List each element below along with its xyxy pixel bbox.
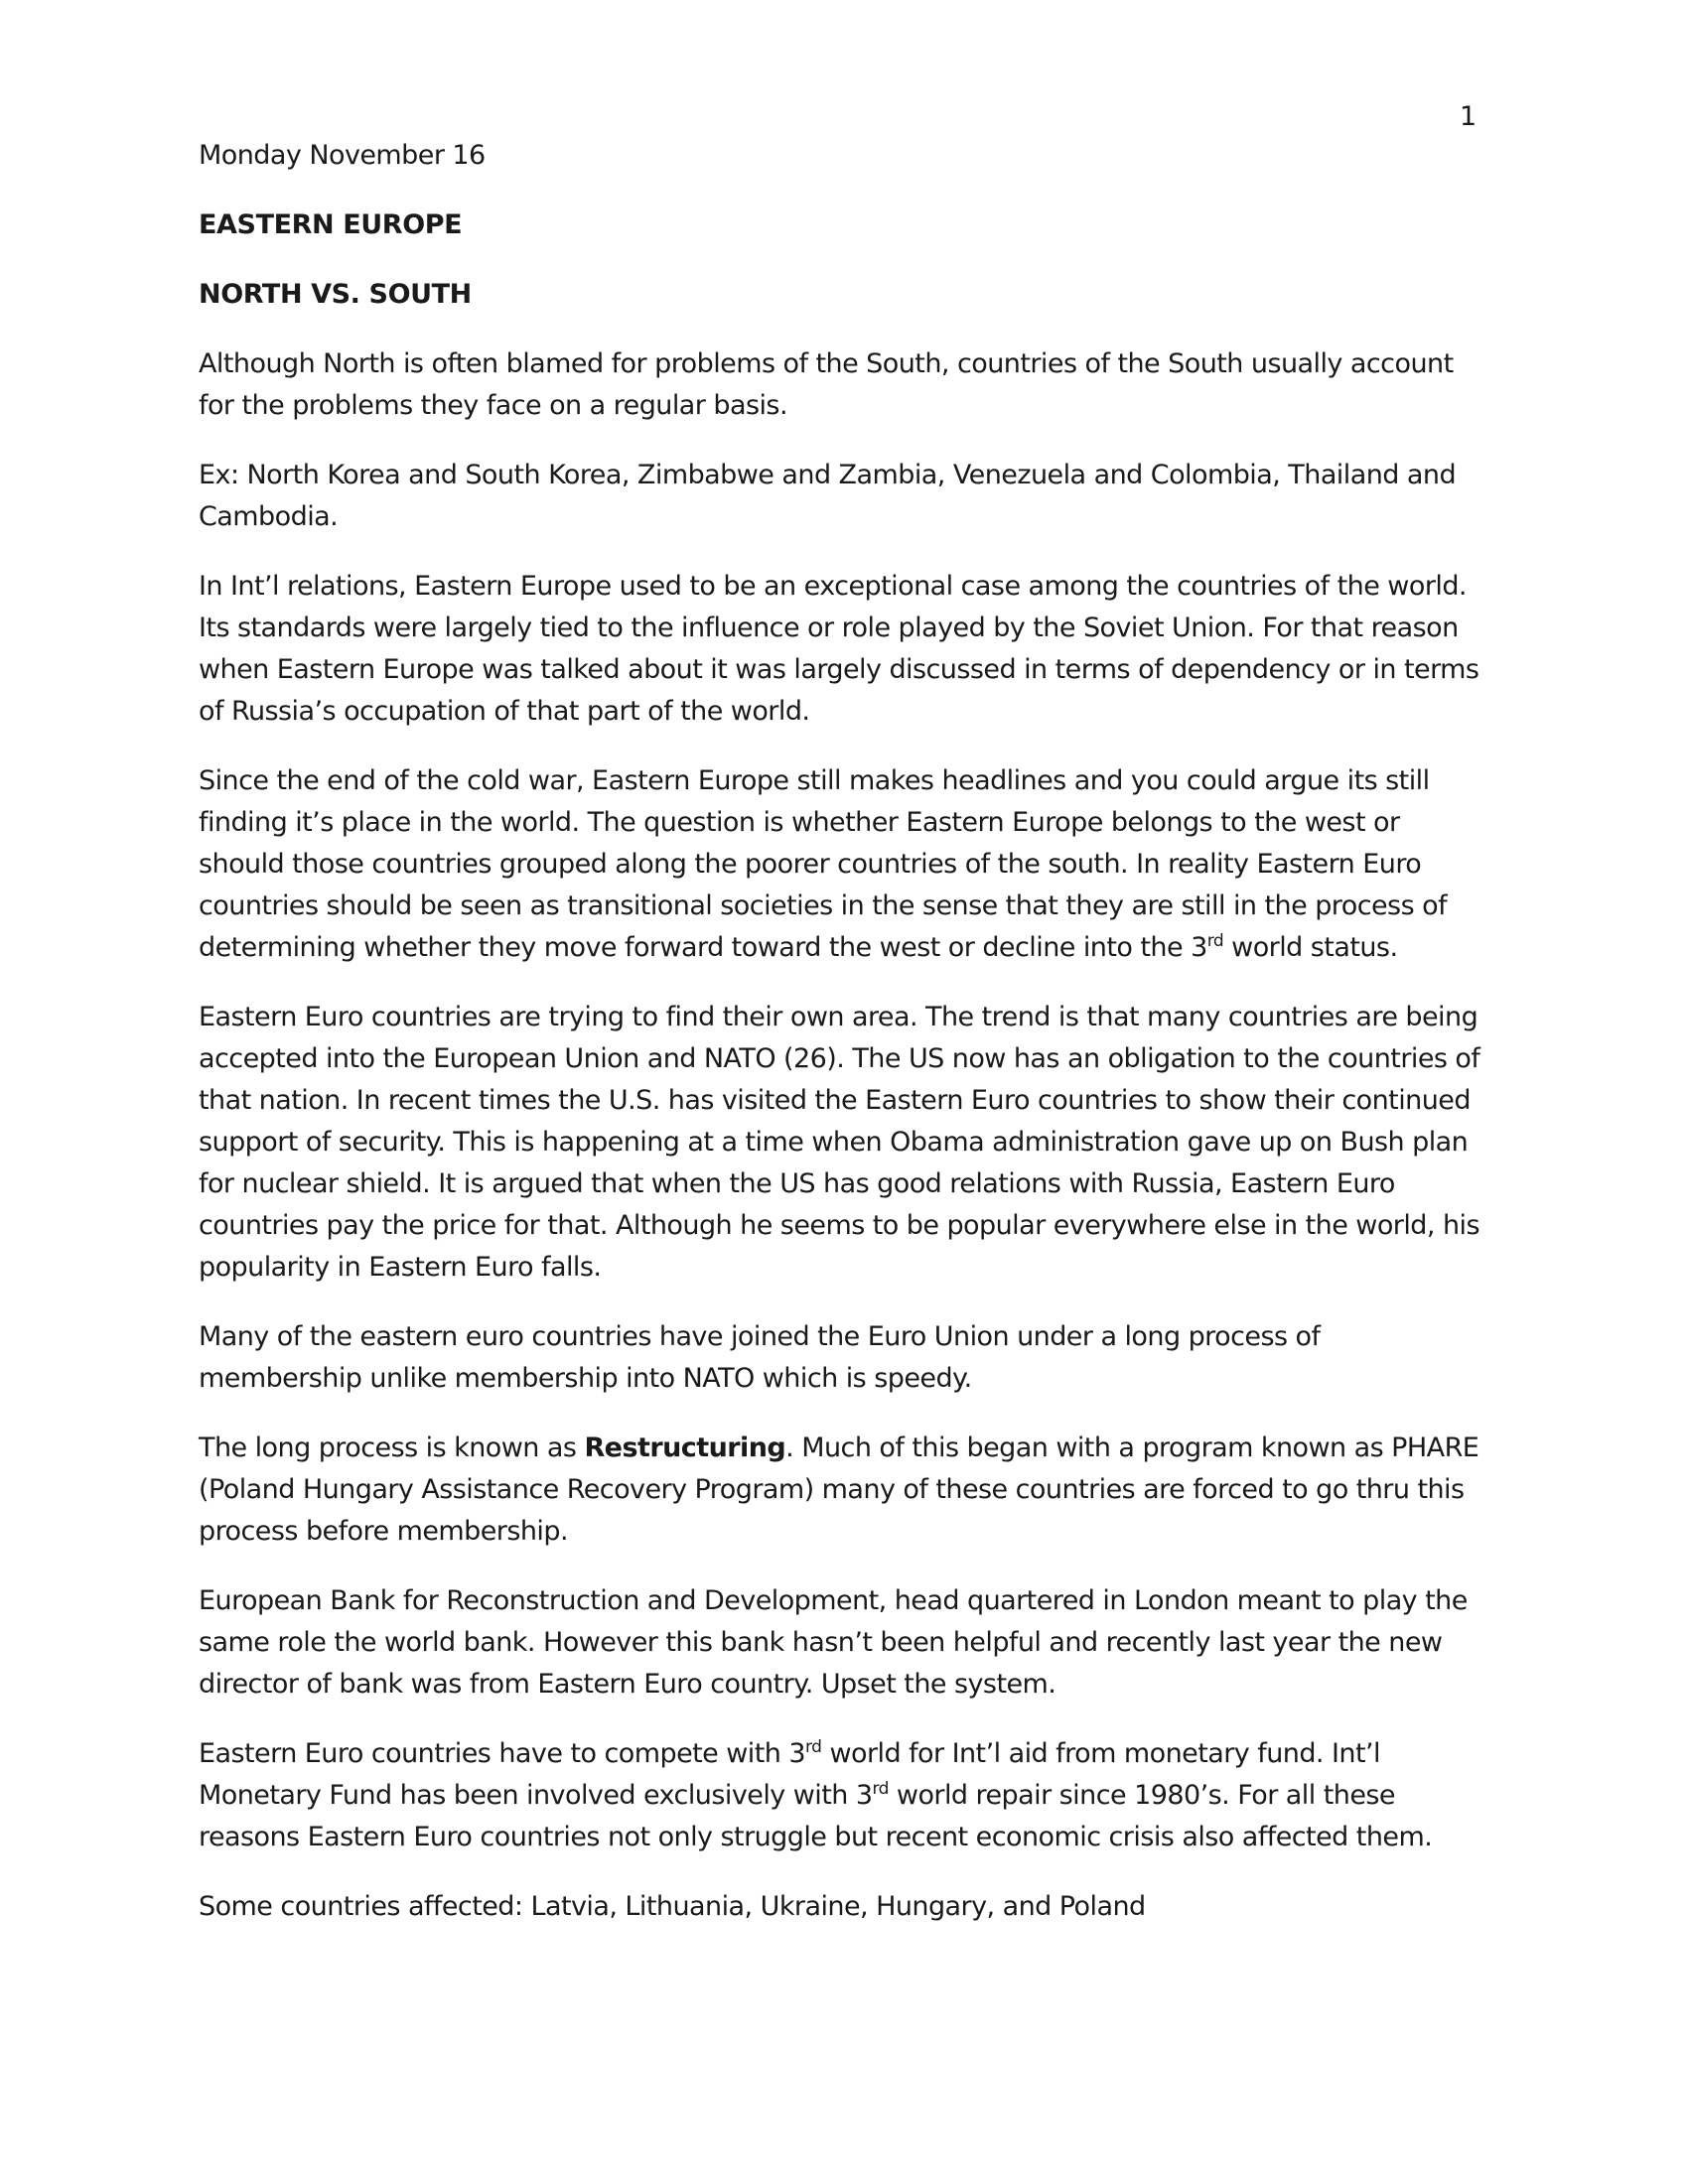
heading-north-vs-south: NORTH VS. SOUTH [199, 279, 472, 310]
document-body [199, 135, 1489, 1956]
paragraph-9-text-c: world repair since 1980’s. For all these reasons Eastern Euro countries not only struggle but recent economic crisis also affected them. [199, 1780, 1433, 1852]
page-number: 1 [1460, 101, 1477, 132]
superscript-rd: rd [1206, 931, 1224, 951]
paragraph-5: Eastern Euro countries are trying to find their own area. The trend is that many countries are being accepted into the European Union and NATO (26). The US now has an obligation to the countries of that nation. In recent times the U.S. has visited the Eastern Euro countries to show their continued support of security. This is happening at a time when Obama administration gave up on Bush plan for nuclear shield. It is argued that when the US has good relations with Russia, Eastern Euro countries pay the price for that. Although he seems to be popular everywhere else in the world, his popularity in Eastern Euro falls. [199, 1002, 1480, 1283]
paragraph-6: Many of the eastern euro countries have joined the Euro Union under a long process of membership unlike membership into NATO which is speedy. [199, 1321, 1321, 1394]
paragraph-1: Although North is often blamed for problems of the South, countries of the South usually account for the problems they face on a regular basis. [199, 348, 1454, 421]
paragraph-3: In Int’l relations, Eastern Europe used to be an exceptional case among the countries of the world. Its standards were largely tied to the influence or role played by the Soviet Union. For that reason when Eastern Europe was talked about it was largely discussed in terms of dependency or in terms of Russia’s occupation of that part of the world. [199, 571, 1479, 727]
restructuring-term: Restructuring [584, 1433, 786, 1463]
paragraph-8: European Bank for Reconstruction and Development, head quartered in London meant to play the same role the world bank. However this bank hasn’t been helpful and recently last year the new director of bank was from Eastern Euro country. Upset the system. [199, 1585, 1468, 1700]
paragraph-4 [199, 760, 1489, 969]
paragraph-9 [199, 1733, 1489, 1858]
paragraph-7-text-b: . Much of this began with a program known as PHARE (Poland Hungary Assistance Recovery Program) many of these countries are forced to go thru this process before membership. [199, 1433, 1479, 1547]
superscript-rd-2: rd [872, 1779, 889, 1799]
paragraph-9-text-a: Eastern Euro countries have to compete with 3 [199, 1738, 806, 1769]
paragraph-4-text-b: world status. [1223, 932, 1398, 963]
paragraph-4-text-a: Since the end of the cold war, Eastern Europe still makes headlines and you could argue its still finding it’s place in the world. The question is whether Eastern Europe belongs to the west or should those countries grouped along the poorer countries of the south. In reality Eastern Euro countries should be seen as transitional societies in the sense that they are still in the process of determining whether they move forward toward the west or decline into the 3 [199, 765, 1448, 963]
heading-eastern-europe: EASTERN EUROPE [199, 209, 463, 240]
date-line: Monday November 16 [199, 140, 486, 171]
paragraph-9-text-b: world for Int’l aid from monetary fund. Int’l Monetary Fund has been involved exclusively with 3 [199, 1738, 1380, 1811]
paragraph-7-text-a: The long process is known as [199, 1433, 585, 1463]
paragraph-2: Ex: North Korea and South Korea, Zimbabwe and Zambia, Venezuela and Colombia, Thailand and Cambodia. [199, 460, 1457, 532]
paragraph-7 [199, 1428, 1489, 1553]
superscript-rd-1: rd [805, 1737, 822, 1757]
paragraph-10: Some countries affected: Latvia, Lithuania, Ukraine, Hungary, and Poland [199, 1891, 1146, 1922]
